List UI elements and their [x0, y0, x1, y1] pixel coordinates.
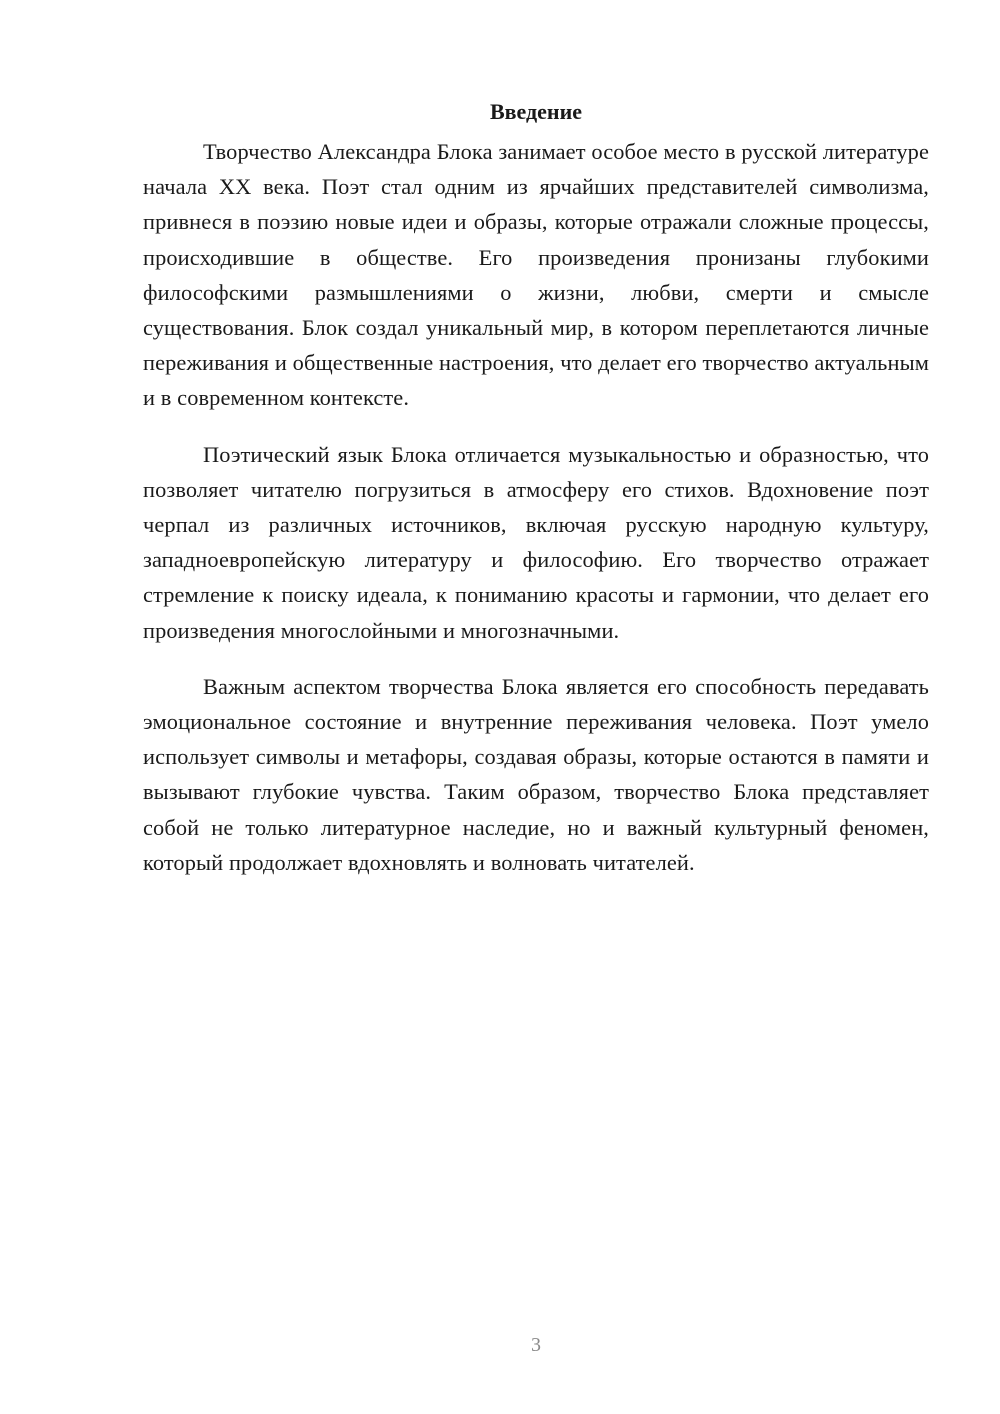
section-heading: Введение [489, 99, 583, 124]
page-content [143, 98, 929, 901]
paragraph-1: Творчество Александра Блока занимает особое место в русской литературе начала XX века. Поэт стал одним из ярчайших представителей символизма, привнеся в поэзию новые идеи и образы, которые отражали сложные процессы, происходившие в обществе. Его произведения пронизаны глубокими философскими размышлениями о жизни, любви, смерти и смысле существования. Блок создал уникальный мир, в котором переплетаются личные переживания и общественные настроения, что делает его творчество актуальным и в современном контексте. [143, 139, 929, 411]
page-number: 3 [531, 1334, 541, 1356]
paragraph-2: Поэтический язык Блока отличается музыкальностью и образностью, что позволяет читателю погрузиться в атмосферу его стихов. Вдохновение поэт черпал из различных источников, включая русскую народную культуру, западноевропейскую литературу и философию. Его творчество отражает стремление к поиску идеала, к пониманию красоты и гармонии, что делает его произведения многослойными и многозначными. [143, 441, 929, 643]
paragraph-3: Важным аспектом творчества Блока является его способность передавать эмоциональное состояние и внутренние переживания человека. Поэт умело использует символы и метафоры, создавая образы, которые остаются в памяти и вызывают глубокие чувства. Таким образом, творчество Блока представляет собой не только литературное наследие, но и важный культурный феномен, который продолжает вдохновлять и волновать читателей. [143, 673, 929, 875]
